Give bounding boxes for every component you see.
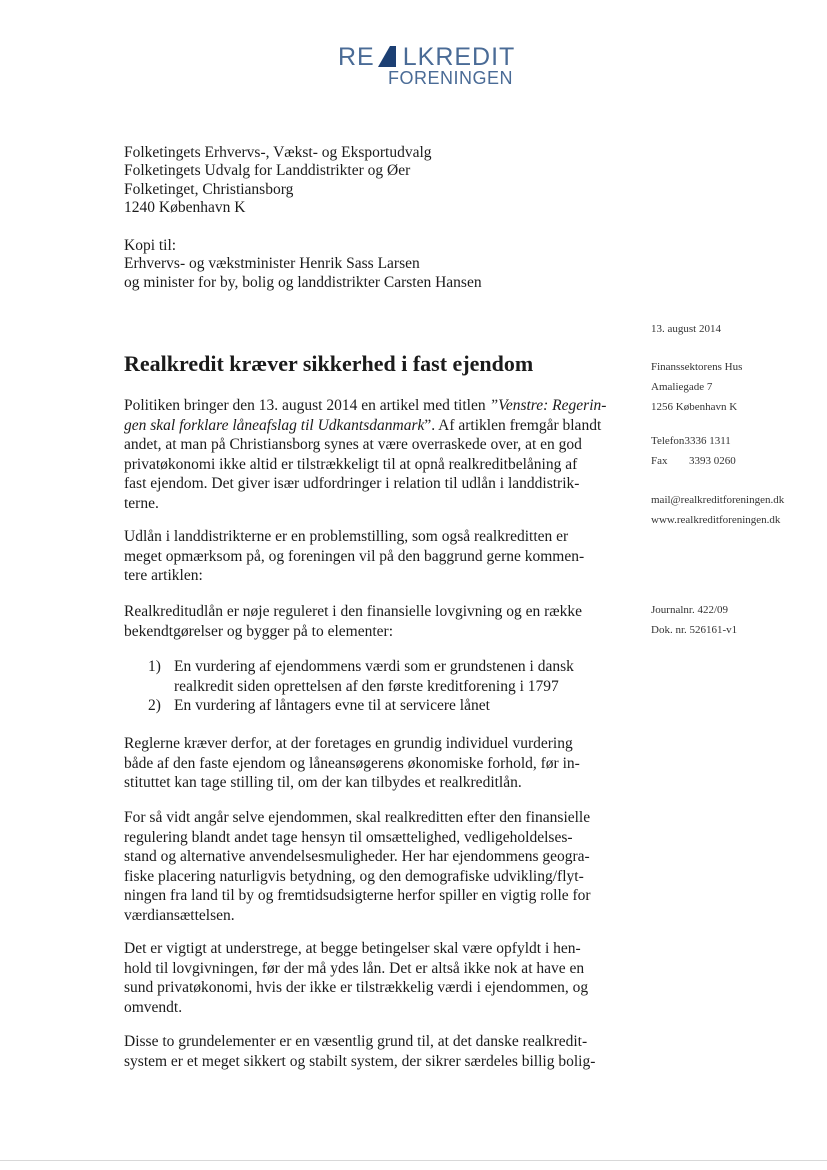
paragraph-2 xyxy=(124,527,619,586)
reference-numbers xyxy=(651,600,737,640)
list-item-line: En vurdering af ejendommens værdi som er grundstenen i dansk xyxy=(174,658,574,675)
p6-line: omvendt. xyxy=(124,998,183,1016)
page-bottom-edge xyxy=(0,1160,827,1161)
contact-web xyxy=(651,490,784,530)
p5-line: For så vidt angår selve ejendommen, skal realkreditten efter den finansielle xyxy=(124,809,591,826)
p5-line: stand og alternative anvendelsesmuligheder. Her har ejendommens geogra- xyxy=(124,848,590,866)
list-number: 1) xyxy=(148,658,161,675)
p3-line: Realkreditudlån er nøje reguleret i den finansielle lovgivning og en række xyxy=(124,603,582,620)
p1-line: privatøkonomi ikke altid er tilstrækkeligt til at opnå realkreditbelåning af xyxy=(124,455,578,473)
email-link[interactable]: mail@realkreditforeningen.dk xyxy=(651,494,785,506)
address-line: Finanssektorens Hus xyxy=(651,361,743,373)
p2-line: tere artiklen: xyxy=(124,567,203,585)
recipient-line: Folketinget, Christiansborg xyxy=(124,180,294,198)
copy-to xyxy=(124,237,482,292)
p7-line: Disse to grundelementer er en væsentlig grund til, at det danske realkredit- xyxy=(124,1033,588,1050)
p5-line: ningen fra land til by og fremtidsudsigterne herfor spiller en vigtig rolle for xyxy=(124,887,591,905)
p6-line: Det er vigtigt at understrege, at begge betingelser skal være opfyldt i hen- xyxy=(124,940,581,957)
p2-line: meget opmærksom på, og foreningen vil på den baggrund gerne kommen- xyxy=(124,547,585,565)
list-number: 2) xyxy=(148,697,161,714)
p1-line xyxy=(124,416,619,436)
logo-a-mark-icon xyxy=(376,45,402,67)
fax-label: Fax xyxy=(651,455,668,467)
p4-line: Reglerne kræver derfor, at der foretages en grundig individuel vurdering xyxy=(124,735,573,752)
recipient-address xyxy=(124,144,432,218)
p2-line: Udlån i landdistrikterne er en problemstilling, som også realkreditten er xyxy=(124,528,569,545)
p5-line: værdiansættelsen. xyxy=(124,906,235,924)
website-link[interactable]: www.realkreditforeningen.dk xyxy=(651,514,781,526)
p1-article-title: ”Venstre: Regerin- xyxy=(489,397,607,414)
address-line: Amaliegade 7 xyxy=(651,381,713,393)
p4-line: både af den faste ejendom og låneansøgerens økonomiske forhold, før in- xyxy=(124,754,580,772)
p7-line: system er et meget sikkert og stabilt system, der sikrer særdeles billig bolig- xyxy=(124,1052,596,1070)
paragraph-7 xyxy=(124,1032,619,1071)
p1-text: Politiken bringer den 13. august 2014 en artikel med titlen xyxy=(124,397,490,414)
p1-article-title: gen skal forklare låneafslag til Udkantsdanmark xyxy=(124,416,425,434)
logo-text-foreningen: FORENINGEN xyxy=(388,68,514,88)
p1-line: andet, at man på Christiansborg synes at være overraskede over, at en god xyxy=(124,436,582,454)
logo-text-lkredit: LKREDIT xyxy=(402,43,516,71)
logo-text-re: RE xyxy=(338,43,375,71)
paragraph-5 xyxy=(124,808,619,926)
fax-line xyxy=(651,451,736,471)
p5-line: fiske placering naturligvis betydning, og den demografiske udvikling/flyt- xyxy=(124,867,584,885)
list-item-line: realkredit siden oprettelsen af den første kreditforening i 1797 xyxy=(174,678,559,695)
logo-line1 xyxy=(338,44,515,70)
p1-text: ”. Af artiklen fremgår blandt xyxy=(424,416,602,434)
fax-number: 3393 0260 xyxy=(689,455,736,467)
address-line: 1256 København K xyxy=(651,401,738,413)
copy-label: Kopi til: xyxy=(124,237,177,254)
p3-line: bekendtgørelser og bygger på to elementer: xyxy=(124,622,393,640)
document-number: Dok. nr. 526161-v1 xyxy=(651,624,738,636)
recipient-line: Folketingets Udvalg for Landdistrikter og Øer xyxy=(124,162,411,180)
p1-line xyxy=(124,396,619,416)
letter-title: Realkredit kræver sikkerhed i fast ejendom xyxy=(124,351,534,376)
list-item-line: En vurdering af låntagers evne til at servicere lånet xyxy=(174,697,490,714)
recipient-line: 1240 København K xyxy=(124,199,246,217)
copy-line: Erhvervs- og vækstminister Henrik Sass Larsen xyxy=(124,255,420,273)
phone-label: Telefon xyxy=(651,435,685,447)
p1-line: fast ejendom. Det giver især udfordringer i relation til udlån i landdistrik- xyxy=(124,475,580,493)
letter-date: 13. august 2014 xyxy=(651,323,721,335)
p5-line: regulering blandt andet tage hensyn til omsættelighed, vedligeholdelses- xyxy=(124,828,573,846)
copy-line: og minister for by, bolig og landdistrikter Carsten Hansen xyxy=(124,273,482,291)
p4-line: stituttet kan tage stilling til, om der kan tilbydes et realkreditlån. xyxy=(124,774,522,792)
paragraph-3 xyxy=(124,602,619,641)
recipient-line: Folketingets Erhvervs-, Vækst- og Eksportudvalg xyxy=(124,144,432,161)
sender-address xyxy=(651,357,742,417)
p6-line: hold til lovgivningen, før der må ydes lån. Det er altså ikke nok at have en xyxy=(124,959,585,977)
journal-number: Journalnr. 422/09 xyxy=(651,604,728,616)
p6-line: sund privatøkonomi, hvis der ikke er tilstrækkelig værdi i ejendommen, og xyxy=(124,979,589,997)
phone-number: 3336 1311 xyxy=(684,435,731,447)
paragraph-1 xyxy=(124,396,619,514)
paragraph-6 xyxy=(124,939,619,1017)
paragraph-4 xyxy=(124,734,619,793)
phone-fax xyxy=(651,431,736,471)
realkreditforeningen-logo xyxy=(338,44,528,90)
p1-line: terne. xyxy=(124,494,159,512)
phone-line xyxy=(651,431,736,451)
